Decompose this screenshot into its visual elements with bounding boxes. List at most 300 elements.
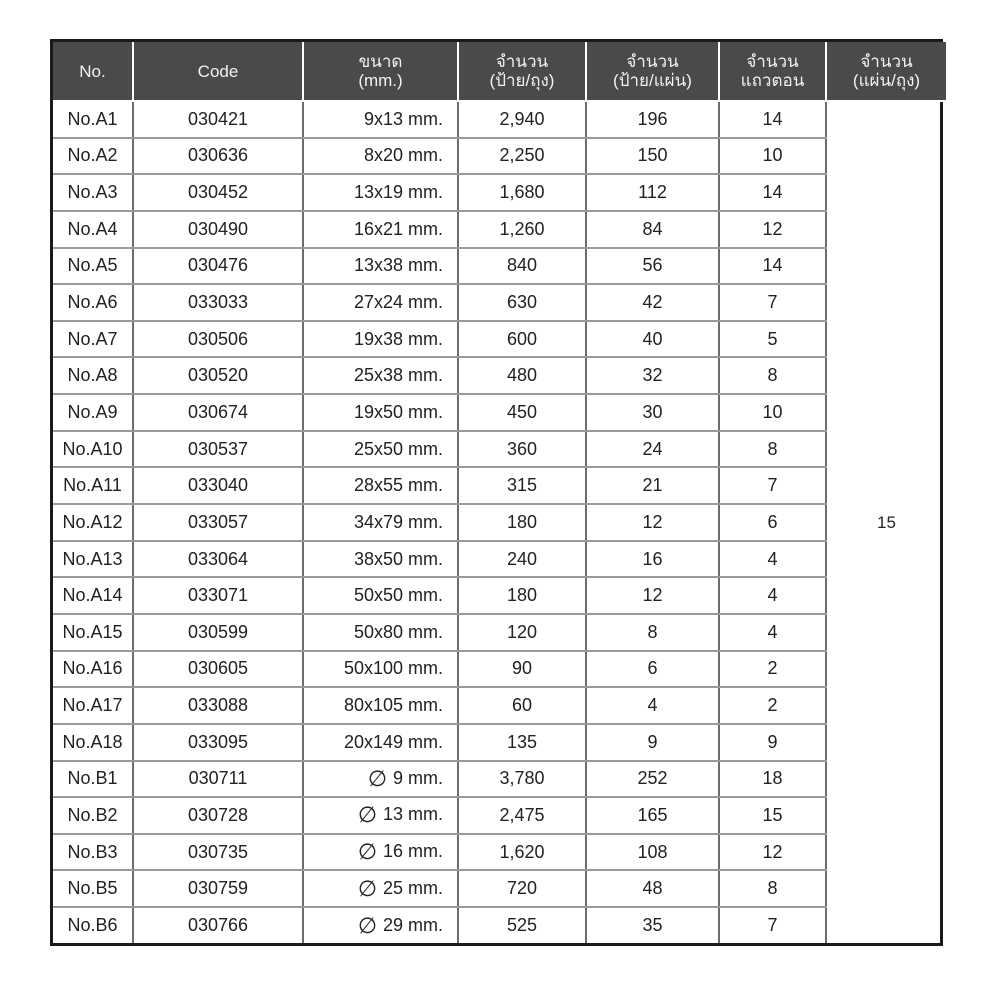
labels-per-sheet-value: 252 — [637, 768, 668, 789]
size-cell — [303, 284, 458, 321]
no-value: No.A11 — [63, 475, 122, 496]
table-row — [53, 687, 946, 724]
rows-cell — [719, 614, 826, 651]
rows-cell — [719, 504, 826, 541]
labels-per-bag-cell — [458, 834, 586, 871]
size-value: 80x105 mm. — [343, 695, 443, 716]
labels-per-bag-value: 1,620 — [499, 841, 545, 862]
table-row — [53, 577, 946, 614]
no-cell — [53, 724, 133, 761]
labels-per-bag-cell — [458, 687, 586, 724]
labels-per-bag-cell — [458, 248, 586, 285]
labels-per-sheet-value: 40 — [642, 328, 663, 349]
labels-per-bag-cell — [458, 504, 586, 541]
labels-per-sheet-cell — [586, 907, 719, 943]
code-value: 030490 — [187, 218, 249, 239]
labels-per-sheet-value: 165 — [637, 804, 668, 825]
labels-per-sheet-value: 150 — [637, 145, 668, 166]
no-value: No.A12 — [62, 511, 123, 532]
labels-per-bag-value: 3,780 — [499, 768, 545, 789]
size-cell — [303, 870, 458, 907]
labels-per-sheet-cell — [586, 504, 719, 541]
labels-per-sheet-cell — [586, 174, 719, 211]
code-cell — [133, 321, 303, 358]
size-cell — [303, 724, 458, 761]
labels-per-sheet-value: 12 — [642, 585, 663, 606]
diameter-icon: ∅ — [357, 875, 377, 901]
labels-per-bag-cell — [458, 577, 586, 614]
code-value: 030766 — [187, 915, 249, 936]
labels-per-bag-value: 315 — [506, 475, 538, 496]
labels-per-sheet-cell — [586, 101, 719, 138]
table-row — [53, 651, 946, 688]
code-value: 033040 — [187, 475, 249, 496]
size-value: 9 mm. — [392, 767, 443, 788]
rows-cell — [719, 797, 826, 834]
table-row — [53, 394, 946, 431]
size-value: 34x79 mm. — [353, 511, 443, 532]
code-value: 030605 — [187, 658, 249, 679]
size-value: 13 mm. — [382, 804, 443, 825]
labels-per-bag-value: 1,680 — [499, 182, 545, 203]
rows-value: 8 — [767, 878, 778, 899]
labels-per-sheet-cell — [586, 248, 719, 285]
size-value: 20x149 mm. — [343, 731, 443, 752]
table-row — [53, 797, 946, 834]
rows-value: 5 — [767, 328, 778, 349]
diameter-icon: ∅ — [357, 839, 377, 865]
table-row — [53, 467, 946, 504]
table-row — [53, 870, 946, 907]
size-cell — [303, 138, 458, 175]
no-cell — [53, 907, 133, 943]
size-cell — [303, 467, 458, 504]
code-cell — [133, 394, 303, 431]
table-row — [53, 761, 946, 798]
no-cell — [53, 467, 133, 504]
header-code: Code — [133, 42, 303, 101]
labels-per-sheet-value: 84 — [642, 218, 663, 239]
table-row — [53, 724, 946, 761]
no-cell — [53, 504, 133, 541]
labels-per-bag-cell — [458, 724, 586, 761]
labels-per-bag-value: 60 — [511, 695, 533, 716]
code-cell — [133, 761, 303, 798]
code-value: 030506 — [187, 328, 249, 349]
code-cell — [133, 211, 303, 248]
table-row — [53, 357, 946, 394]
table-row — [53, 248, 946, 285]
labels-per-bag-cell — [458, 284, 586, 321]
table-header — [53, 42, 946, 101]
rows-cell — [719, 467, 826, 504]
size-value: 13x38 mm. — [353, 255, 443, 276]
code-cell — [133, 248, 303, 285]
code-cell — [133, 357, 303, 394]
table-row — [53, 431, 946, 468]
size-cell — [303, 504, 458, 541]
labels-per-bag-value: 525 — [506, 915, 538, 936]
rows-cell — [719, 870, 826, 907]
labels-per-bag-cell — [458, 138, 586, 175]
labels-per-bag-cell — [458, 797, 586, 834]
header-no: No. — [53, 42, 133, 101]
size-value: 19x38 mm. — [353, 328, 443, 349]
rows-cell — [719, 211, 826, 248]
labels-per-bag-value: 450 — [506, 401, 538, 422]
no-cell — [53, 614, 133, 651]
rows-cell — [719, 431, 826, 468]
labels-per-bag-value: 720 — [506, 878, 538, 899]
table-row — [53, 284, 946, 321]
code-cell — [133, 504, 303, 541]
labels-per-bag-cell — [458, 907, 586, 943]
size-value: 19x50 mm. — [353, 401, 443, 422]
no-cell — [53, 431, 133, 468]
code-cell — [133, 467, 303, 504]
labels-per-bag-value: 90 — [511, 658, 533, 679]
rows-value: 14 — [762, 182, 783, 203]
rows-cell — [719, 761, 826, 798]
size-cell — [303, 394, 458, 431]
no-cell — [53, 138, 133, 175]
code-value: 030711 — [188, 768, 248, 789]
labels-per-sheet-value: 32 — [642, 365, 663, 386]
no-value: No.A16 — [62, 658, 123, 679]
no-value: No.B6 — [67, 915, 118, 936]
code-value: 030759 — [187, 878, 249, 899]
header-size: ขนาด (mm.) — [303, 42, 458, 101]
no-cell — [53, 651, 133, 688]
no-value: No.A17 — [62, 695, 123, 716]
labels-per-bag-cell — [458, 467, 586, 504]
labels-per-bag-cell — [458, 761, 586, 798]
rows-cell — [719, 138, 826, 175]
no-value: No.B3 — [67, 841, 118, 862]
rows-cell — [719, 321, 826, 358]
size-value: 50x80 mm. — [353, 621, 443, 642]
labels-per-sheet-cell — [586, 394, 719, 431]
code-cell — [133, 651, 303, 688]
labels-per-sheet-value: 112 — [638, 182, 667, 203]
rows-cell — [719, 541, 826, 578]
size-value: 28x55 mm. — [353, 475, 443, 496]
table-row — [53, 321, 946, 358]
rows-value: 2 — [767, 658, 778, 679]
labels-per-bag-value: 180 — [506, 585, 538, 606]
rows-cell — [719, 651, 826, 688]
header-rows: จำนวน แถวตอน — [719, 42, 826, 101]
labels-per-sheet-cell — [586, 467, 719, 504]
labels-per-bag-cell — [458, 174, 586, 211]
size-cell — [303, 321, 458, 358]
rows-cell — [719, 394, 826, 431]
rows-value: 8 — [767, 365, 778, 386]
size-value: 8x20 mm. — [363, 145, 443, 166]
code-cell — [133, 797, 303, 834]
labels-per-bag-value: 2,475 — [499, 804, 545, 825]
no-cell — [53, 284, 133, 321]
code-cell — [133, 284, 303, 321]
labels-per-sheet-cell — [586, 834, 719, 871]
size-value: 27x24 mm. — [353, 292, 443, 313]
code-cell — [133, 541, 303, 578]
labels-per-sheet-cell — [586, 284, 719, 321]
code-value: 030735 — [187, 841, 249, 862]
labels-per-sheet-cell — [586, 614, 719, 651]
code-cell — [133, 834, 303, 871]
rows-value: 10 — [762, 401, 783, 422]
rows-value: 12 — [762, 218, 783, 239]
no-value: No.A15 — [62, 621, 123, 642]
code-value: 030476 — [187, 255, 249, 276]
size-cell — [303, 797, 458, 834]
no-cell — [53, 101, 133, 138]
no-value: No.A8 — [67, 365, 118, 386]
rows-cell — [719, 284, 826, 321]
no-value: No.A18 — [62, 731, 123, 752]
code-cell — [133, 101, 303, 138]
code-value: 030636 — [187, 145, 249, 166]
header-sheets-per-bag: จำนวน (แผ่น/ถุง) — [826, 42, 946, 101]
labels-per-sheet-value: 56 — [642, 255, 663, 276]
code-cell — [133, 870, 303, 907]
labels-per-sheet-cell — [586, 211, 719, 248]
labels-per-sheet-cell — [586, 724, 719, 761]
rows-value: 15 — [762, 804, 783, 825]
size-cell — [303, 431, 458, 468]
code-cell — [133, 577, 303, 614]
no-value: No.B2 — [67, 804, 118, 825]
labels-per-sheet-value: 42 — [642, 292, 663, 313]
no-value: No.A9 — [67, 401, 118, 422]
no-cell — [53, 687, 133, 724]
rows-value: 7 — [767, 475, 778, 496]
no-cell — [53, 870, 133, 907]
labels-per-bag-cell — [458, 541, 586, 578]
no-cell — [53, 761, 133, 798]
size-value: 16x21 mm. — [353, 218, 443, 239]
no-value: No.A13 — [62, 548, 123, 569]
rows-value: 18 — [762, 768, 783, 789]
diameter-icon: ∅ — [367, 765, 387, 791]
no-cell — [53, 797, 133, 834]
labels-per-sheet-value: 8 — [647, 621, 658, 642]
labels-per-sheet-cell — [586, 541, 719, 578]
labels-per-sheet-cell — [586, 577, 719, 614]
rows-value: 12 — [762, 841, 783, 862]
labels-per-bag-cell — [458, 101, 586, 138]
size-cell — [303, 834, 458, 871]
size-cell — [303, 651, 458, 688]
labels-per-sheet-cell — [586, 138, 719, 175]
table-row — [53, 504, 946, 541]
table-body — [53, 101, 946, 943]
table-row — [53, 907, 946, 943]
size-cell — [303, 577, 458, 614]
rows-cell — [719, 907, 826, 943]
labels-per-bag-value: 600 — [506, 328, 538, 349]
label-size-table — [53, 42, 946, 943]
code-value: 033071 — [187, 585, 249, 606]
labels-per-sheet-value: 24 — [642, 438, 663, 459]
labels-per-sheet-cell — [586, 357, 719, 394]
code-value: 030674 — [187, 401, 249, 422]
diameter-icon: ∅ — [357, 912, 377, 938]
labels-per-bag-cell — [458, 431, 586, 468]
labels-per-bag-value: 360 — [506, 438, 538, 459]
code-cell — [133, 907, 303, 943]
labels-per-sheet-value: 16 — [642, 548, 663, 569]
rows-value: 7 — [767, 915, 778, 936]
no-cell — [53, 321, 133, 358]
size-cell — [303, 174, 458, 211]
no-value: No.A3 — [67, 182, 118, 203]
table-row — [53, 174, 946, 211]
labels-per-bag-value: 840 — [506, 255, 538, 276]
table-row — [53, 834, 946, 871]
rows-cell — [719, 101, 826, 138]
code-cell — [133, 174, 303, 211]
size-value: 16 mm. — [382, 841, 443, 862]
code-value: 033057 — [187, 511, 249, 532]
rows-value: 4 — [767, 621, 778, 642]
code-value: 030728 — [187, 804, 249, 825]
rows-value: 9 — [767, 731, 778, 752]
rows-cell — [719, 687, 826, 724]
labels-per-sheet-value: 21 — [642, 475, 663, 496]
rows-cell — [719, 577, 826, 614]
labels-per-sheet-cell — [586, 651, 719, 688]
no-value: No.A4 — [67, 218, 118, 239]
label-size-table-frame — [50, 39, 943, 946]
size-value: 29 mm. — [382, 914, 443, 935]
diameter-icon: ∅ — [357, 802, 377, 828]
size-cell — [303, 687, 458, 724]
rows-value: 7 — [767, 292, 778, 313]
labels-per-bag-value: 240 — [506, 548, 538, 569]
labels-per-sheet-cell — [586, 321, 719, 358]
no-cell — [53, 834, 133, 871]
size-value: 50x50 mm. — [353, 585, 443, 606]
labels-per-sheet-cell — [586, 761, 719, 798]
table-row — [53, 211, 946, 248]
labels-per-bag-cell — [458, 614, 586, 651]
labels-per-sheet-value: 12 — [642, 511, 663, 532]
labels-per-bag-value: 135 — [506, 731, 538, 752]
size-cell — [303, 101, 458, 138]
rows-cell — [719, 724, 826, 761]
code-cell — [133, 724, 303, 761]
rows-value: 14 — [762, 108, 783, 129]
no-cell — [53, 211, 133, 248]
labels-per-bag-cell — [458, 321, 586, 358]
labels-per-bag-cell — [458, 211, 586, 248]
code-value: 030599 — [187, 621, 249, 642]
code-value: 033064 — [187, 548, 249, 569]
size-value: 50x100 mm. — [343, 658, 443, 679]
no-cell — [53, 174, 133, 211]
no-value: No.B5 — [67, 878, 118, 899]
rows-value: 6 — [767, 511, 778, 532]
no-value: No.A1 — [67, 108, 118, 129]
labels-per-bag-cell — [458, 651, 586, 688]
code-value: 030520 — [187, 365, 249, 386]
table-row — [53, 614, 946, 651]
rows-cell — [719, 834, 826, 871]
size-cell — [303, 248, 458, 285]
labels-per-bag-value: 2,940 — [499, 108, 545, 129]
code-value: 030537 — [187, 438, 249, 459]
labels-per-sheet-value: 9 — [647, 731, 658, 752]
rows-cell — [719, 357, 826, 394]
size-value: 25x38 mm. — [353, 365, 443, 386]
no-cell — [53, 357, 133, 394]
rows-cell — [719, 174, 826, 211]
size-value: 38x50 mm. — [353, 548, 443, 569]
labels-per-sheet-value: 4 — [647, 695, 658, 716]
labels-per-bag-cell — [458, 870, 586, 907]
no-value: No.A5 — [67, 255, 118, 276]
no-value: No.A10 — [62, 438, 123, 459]
labels-per-bag-cell — [458, 357, 586, 394]
no-value: No.A2 — [67, 145, 118, 166]
labels-per-sheet-cell — [586, 870, 719, 907]
table-row — [53, 541, 946, 578]
rows-cell — [719, 248, 826, 285]
labels-per-bag-value: 180 — [506, 511, 538, 532]
size-value: 25x50 mm. — [353, 438, 443, 459]
sheets-per-bag-cell: 15 — [877, 512, 896, 532]
labels-per-bag-value: 1,260 — [499, 218, 545, 239]
rows-value: 14 — [762, 255, 783, 276]
no-cell — [53, 248, 133, 285]
size-value: 9x13 mm. — [363, 108, 443, 129]
no-value: No.A6 — [67, 292, 118, 313]
no-value: No.A14 — [62, 585, 123, 606]
labels-per-bag-value: 480 — [506, 365, 538, 386]
size-value: 25 mm. — [382, 877, 443, 898]
code-cell — [133, 687, 303, 724]
rows-value: 4 — [767, 548, 778, 569]
labels-per-bag-value: 120 — [506, 621, 538, 642]
size-cell — [303, 761, 458, 798]
labels-per-sheet-cell — [586, 797, 719, 834]
labels-per-bag-value: 2,250 — [499, 145, 545, 166]
table-row — [53, 101, 946, 138]
size-value: 13x19 mm. — [353, 182, 443, 203]
table-row — [53, 138, 946, 175]
no-cell — [53, 541, 133, 578]
code-value: 033033 — [187, 292, 249, 313]
header-row — [53, 42, 946, 101]
labels-per-sheet-value: 30 — [642, 401, 663, 422]
header-labels-per-bag: จำนวน (ป้าย/ถุง) — [458, 42, 586, 101]
size-cell — [303, 357, 458, 394]
labels-per-sheet-cell — [586, 431, 719, 468]
code-value: 030452 — [187, 182, 249, 203]
labels-per-sheet-value: 196 — [637, 108, 668, 129]
rows-value: 8 — [767, 438, 778, 459]
labels-per-sheet-cell — [586, 687, 719, 724]
labels-per-bag-value: 630 — [506, 292, 538, 313]
code-value: 033088 — [187, 695, 249, 716]
code-value: 030421 — [187, 108, 249, 129]
code-value: 033095 — [187, 731, 249, 752]
rows-value: 4 — [767, 585, 778, 606]
code-cell — [133, 614, 303, 651]
no-value: No.B1 — [67, 768, 118, 789]
